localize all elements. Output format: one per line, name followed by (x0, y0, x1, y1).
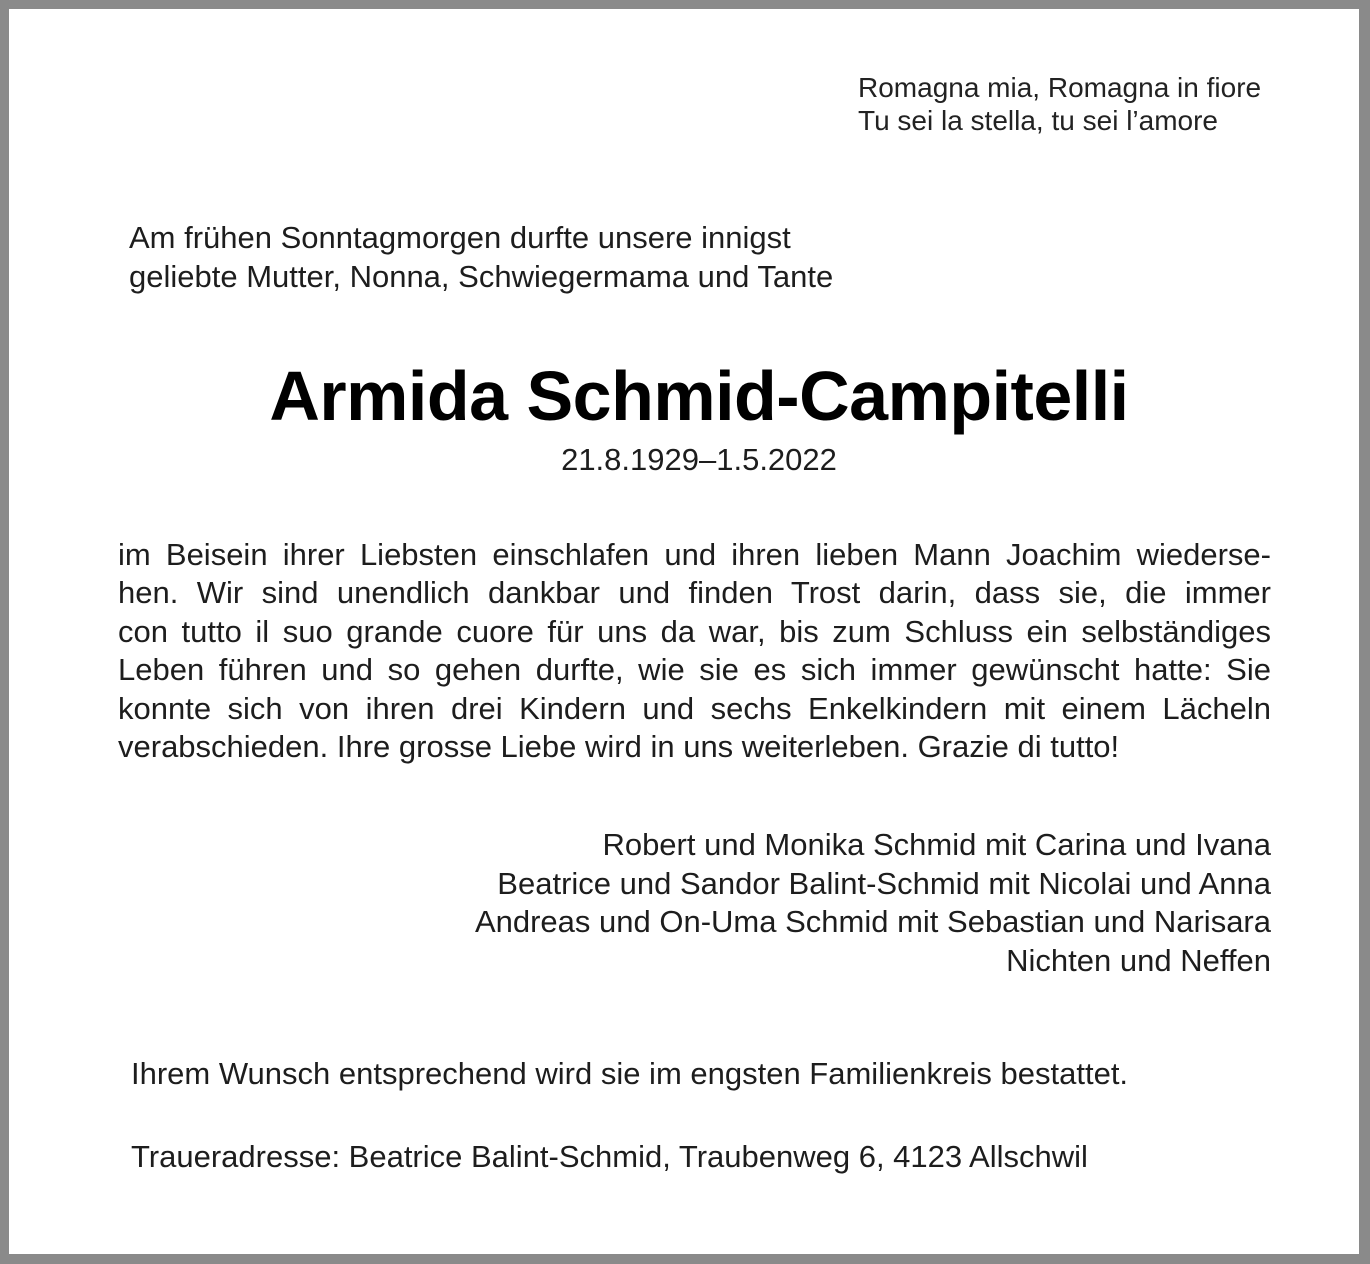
obituary-body (118, 536, 1271, 766)
life-dates: 21.8.1929–1.5.2022 (561, 442, 837, 477)
deceased-name: Armida Schmid-Campitelli (269, 357, 1129, 435)
mourners-list (475, 826, 1271, 980)
burial-note: Ihrem Wunsch entsprechend wird sie im engsten Familienkreis bestattet. (131, 1056, 1129, 1091)
body-line: hen. Wir sind unendlich dankbar und finden Trost darin, dass sie, die immer (118, 575, 1271, 611)
motto-verse (858, 71, 1261, 137)
mourning-address: Traueradresse: Beatrice Balint-Schmid, Traubenweg 6, 4123 Allschwil (131, 1139, 1088, 1174)
body-line: con tutto il suo grande cuore für uns da war, bis zum Schluss ein selbständiges (118, 613, 1271, 649)
motto-line: Romagna mia, Romagna in fiore (858, 72, 1262, 103)
intro-line: geliebte Mutter, Nonna, Schwiegermama und Tante (129, 259, 834, 294)
body-line: verabschieden. Ihre grosse Liebe wird in uns weiterleben. Grazie di tutto! (118, 729, 1120, 765)
body-line: Leben führen und so gehen durfte, wie sie es sich immer gewünscht hatte: Sie (118, 652, 1271, 688)
body-line: im Beisein ihrer Liebsten einschlafen und ihren lieben Mann Joachim wiederse- (118, 537, 1271, 572)
intro-line: Am frühen Sonntagmorgen durfte unsere innigst (129, 220, 791, 255)
intro-text (129, 218, 833, 296)
obituary-page (9, 9, 1359, 1254)
mourner-line: Nichten und Neffen (1006, 942, 1271, 978)
mourner-line: Robert und Monika Schmid mit Carina und Ivana (602, 827, 1271, 862)
motto-line: Tu sei la stella, tu sei l’amore (858, 105, 1218, 136)
body-line: konnte sich von ihren drei Kindern und sechs Enkelkindern mit einem Lächeln (118, 690, 1271, 726)
mourner-line: Andreas und On-Uma Schmid mit Sebastian und Narisara (474, 904, 1271, 939)
mourner-line: Beatrice und Sandor Balint-Schmid mit Nicolai und Anna (497, 865, 1271, 901)
